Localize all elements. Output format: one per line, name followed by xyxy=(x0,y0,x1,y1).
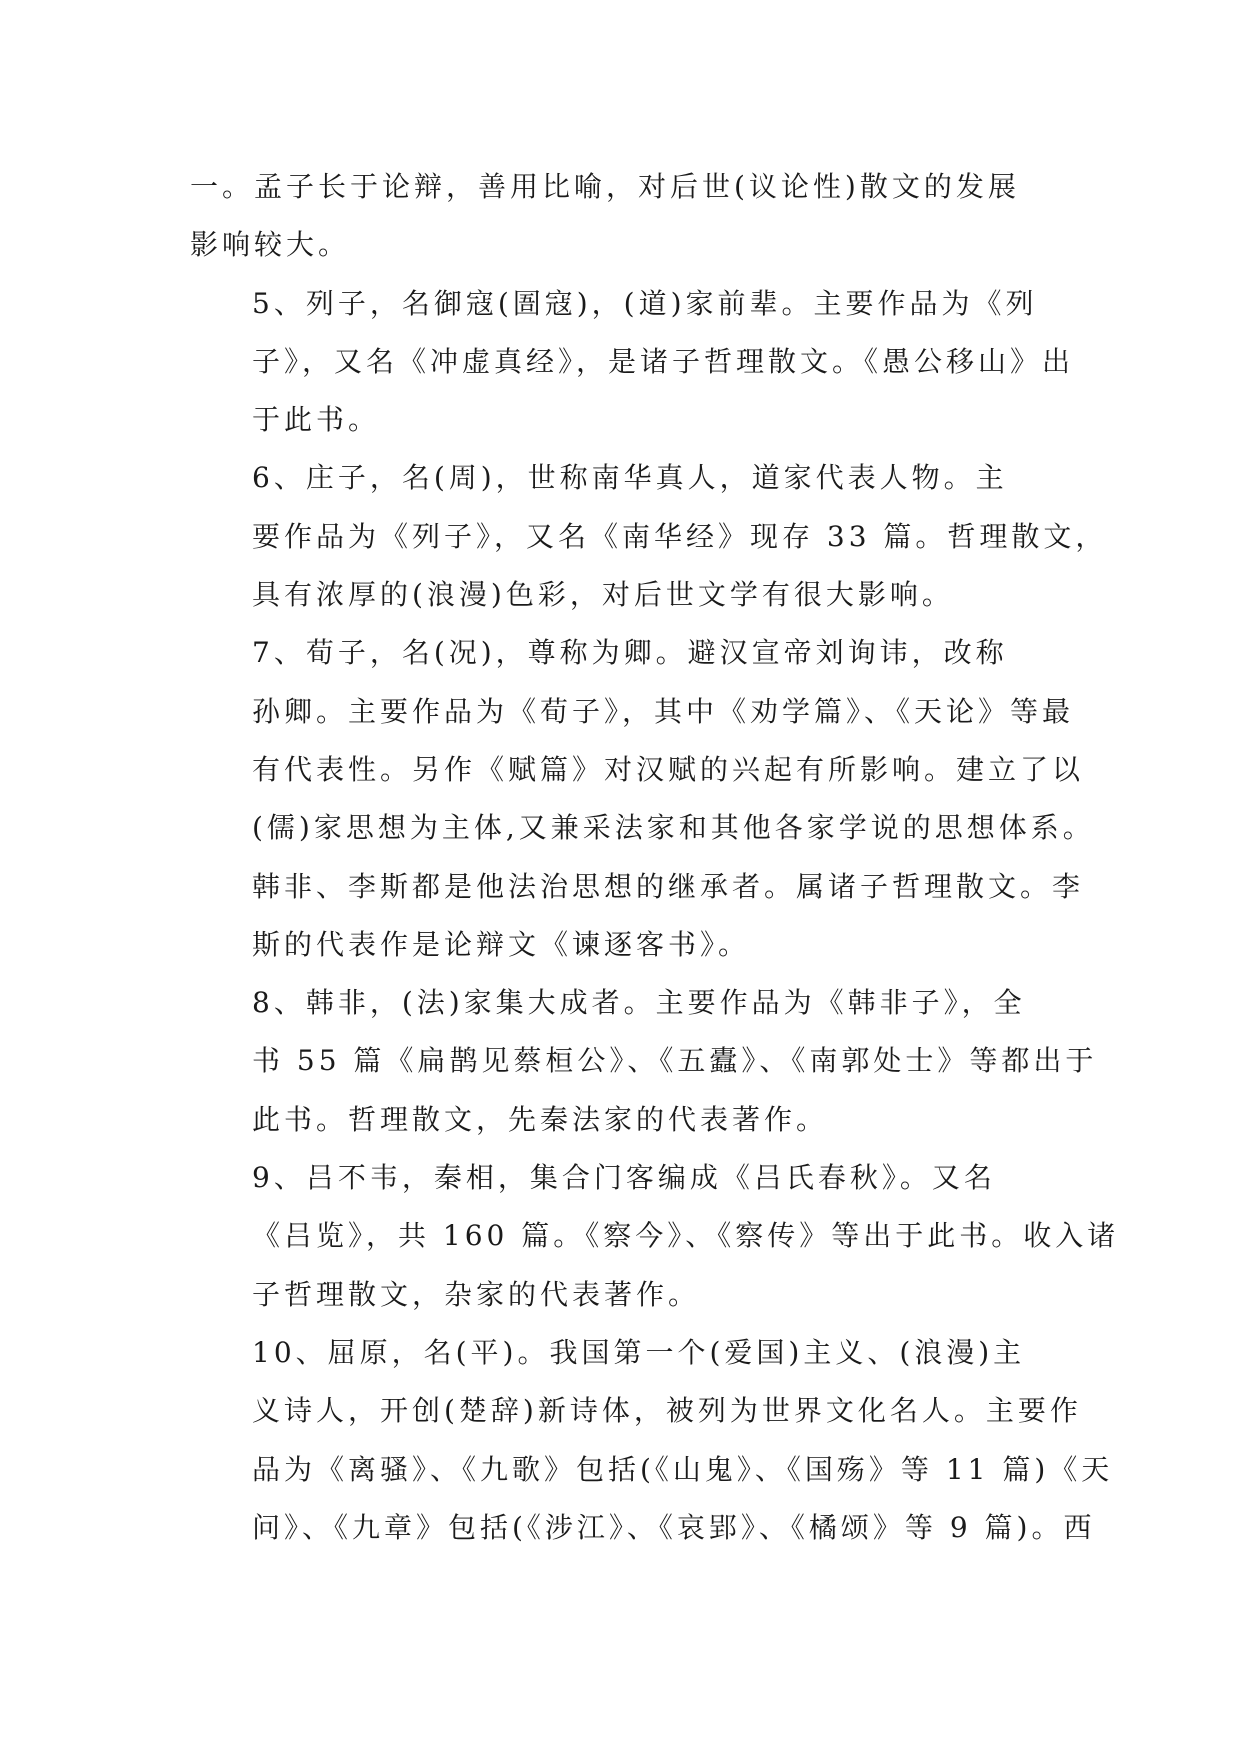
text-line: 5、列子，名御寇(圄寇)，(道)家前辈。主要作品为《列 xyxy=(252,286,1038,320)
text-line: 品为《离骚》、《九歌》包括(《山鬼》、《国殇》等 11 篇)《天 xyxy=(252,1452,1114,1486)
text-line: 7、荀子，名(况)，尊称为卿。避汉宣帝刘询讳，改称 xyxy=(252,636,1008,670)
paragraph-p10-quyuan xyxy=(190,1324,1114,1557)
text-line: 斯的代表作是论辩文《谏逐客书》。 xyxy=(252,927,751,961)
text-line: 10、屈原，名(平)。我国第一个(爱国)主义、(浪漫)主 xyxy=(252,1335,1026,1369)
paragraph-p8-hanfei xyxy=(190,974,1098,1149)
text-line: 问》、《九章》包括(《涉江》、《哀郢》、《橘颂》等 9 篇)。西 xyxy=(252,1510,1096,1544)
text-line: 具有浓厚的(浪漫)色彩，对后世文学有很大影响。 xyxy=(252,578,954,612)
document-body xyxy=(190,158,1120,1557)
text-line: 要作品为《列子》，又名《南华经》现存 33 篇。哲理散文， xyxy=(252,519,1108,553)
text-line: 韩非、李斯都是他法治思想的继承者。属诸子哲理散文。李 xyxy=(252,869,1085,903)
text-line: (儒)家思想为主体,又兼采法家和其他各家学说的思想体系。 xyxy=(252,811,1095,845)
text-line: 子哲理散文，杂家的代表著作。 xyxy=(252,1277,701,1311)
paragraph-p7-xunzi xyxy=(190,624,1095,974)
paragraph-p9-lvbuwei xyxy=(190,1149,1120,1324)
text-line: 于此书。 xyxy=(252,403,381,437)
paragraph-p6-zhuangzi xyxy=(190,449,1108,624)
paragraph-p-mencius-cont xyxy=(190,158,1050,275)
text-line: 一。孟子长于论辩，善用比喻，对后世(议论性)散文的发展 xyxy=(190,170,1020,203)
paragraph-p5-liezi xyxy=(190,275,1075,450)
text-line: 9、吕不韦，秦相，集合门客编成《吕氏春秋》。又名 xyxy=(252,1161,996,1195)
text-line: 孙卿。主要作品为《荀子》，其中《劝学篇》、《天论》等最 xyxy=(252,694,1075,728)
text-line: 有代表性。另作《赋篇》对汉赋的兴起有所影响。建立了以 xyxy=(252,752,1085,786)
text-line: 8、韩非，(法)家集大成者。主要作品为《韩非子》，全 xyxy=(252,986,1026,1020)
text-line: 义诗人，开创(楚辞)新诗体，被列为世界文化名人。主要作 xyxy=(252,1394,1082,1428)
text-line: 《吕览》，共 160 篇。《察今》、《察传》等出于此书。收入诸 xyxy=(252,1219,1120,1253)
text-line: 子》，又名《冲虚真经》，是诸子哲理散文。《愚公移山》出 xyxy=(252,344,1075,378)
text-line: 影响较大。 xyxy=(190,228,351,262)
text-line: 6、庄子，名(周)，世称南华真人，道家代表人物。主 xyxy=(252,461,1008,495)
text-line: 书 55 篇《扁鹊见蔡桓公》、《五蠹》、《南郭处士》等都出于 xyxy=(252,1044,1098,1078)
text-line: 此书。哲理散文，先秦法家的代表著作。 xyxy=(252,1102,829,1136)
